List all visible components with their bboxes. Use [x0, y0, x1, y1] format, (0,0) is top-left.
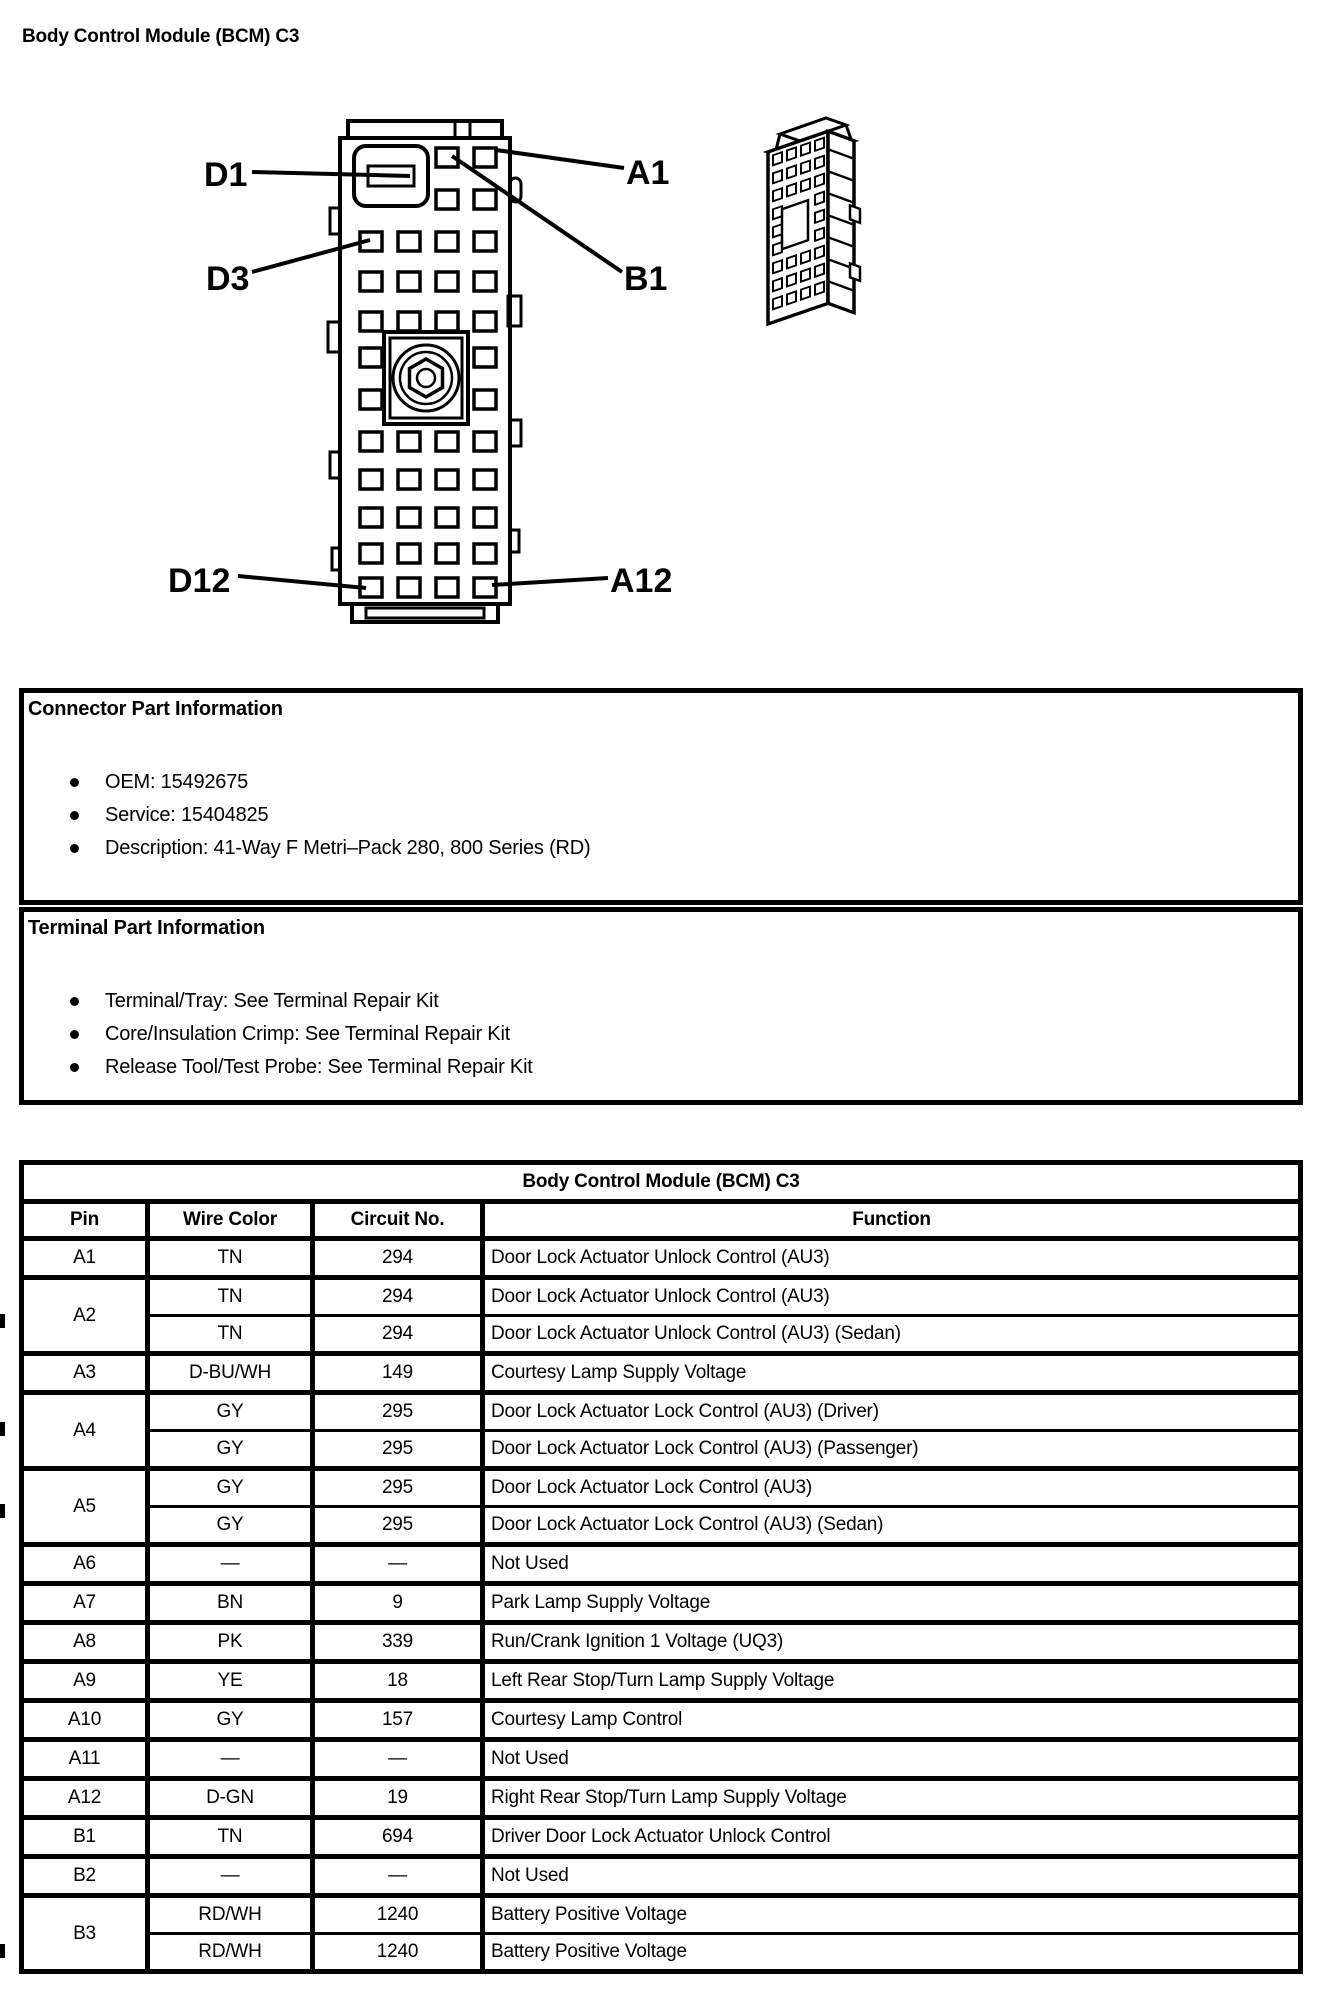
circuit-cell: 157: [313, 1701, 483, 1740]
col-header-circuit: Circuit No.: [313, 1202, 483, 1239]
circuit-cell: 295: [313, 1469, 483, 1507]
iso-pin-cavity: [787, 255, 796, 268]
table-row: [22, 1507, 1301, 1545]
pin-cell: A5: [22, 1469, 148, 1545]
wire-cell: TN: [148, 1239, 313, 1278]
circuit-cell: —: [313, 1545, 483, 1584]
table-row: [22, 1896, 1301, 1934]
func-cell: Door Lock Actuator Unlock Control (AU3) (Sedan): [483, 1316, 1301, 1354]
pin-cavity: [436, 508, 458, 527]
iso-pin-cavity: [773, 170, 782, 183]
iso-pin-cavity: [787, 291, 796, 304]
func-cell: Door Lock Actuator Lock Control (AU3) (Driver): [483, 1393, 1301, 1431]
table-row: [22, 1354, 1301, 1393]
pinout-table: [19, 1160, 1303, 1974]
scan-artifact-tick: [0, 1504, 5, 1518]
col-header-wire: Wire Color: [148, 1202, 313, 1239]
table-row: [22, 1278, 1301, 1316]
pin-label-a12: A12: [610, 562, 673, 600]
pin-cell: A8: [22, 1623, 148, 1662]
iso-pin-cavity: [801, 251, 810, 264]
pin-cavity: [398, 312, 420, 331]
wire-cell: PK: [148, 1623, 313, 1662]
bullet-item: OEM: 15492675: [24, 766, 1298, 799]
table-row: [22, 1316, 1301, 1354]
func-cell: Battery Positive Voltage: [483, 1896, 1301, 1934]
pin-cavity: [398, 544, 420, 563]
iso-pin-cavity: [815, 174, 824, 187]
pin-cavity: [360, 390, 382, 409]
wire-cell: TN: [148, 1316, 313, 1354]
circuit-cell: 19: [313, 1779, 483, 1818]
connector-part-info-box: [19, 688, 1303, 905]
pin-cavity: [360, 348, 382, 367]
wire-cell: TN: [148, 1278, 313, 1316]
iso-pin-cavity: [773, 224, 782, 237]
bullet-item: Terminal/Tray: See Terminal Repair Kit: [24, 985, 1298, 1018]
func-cell: Battery Positive Voltage: [483, 1934, 1301, 1972]
pin-cavity: [474, 578, 496, 597]
pin-label-d1: D1: [204, 156, 248, 194]
table-title: Body Control Module (BCM) C3: [22, 1163, 1301, 1202]
scan-artifact-tick: [0, 1422, 5, 1436]
table-title-row: [22, 1163, 1301, 1202]
pin-cavity: [436, 578, 458, 597]
pin-cell: A6: [22, 1545, 148, 1584]
leader-line-d1: [252, 172, 410, 176]
func-cell: Courtesy Lamp Supply Voltage: [483, 1354, 1301, 1393]
iso-pin-cavity: [773, 278, 782, 291]
func-cell: Left Rear Stop/Turn Lamp Supply Voltage: [483, 1662, 1301, 1701]
iso-pin-cavity: [801, 161, 810, 174]
wire-cell: TN: [148, 1818, 313, 1857]
circuit-cell: 339: [313, 1623, 483, 1662]
wire-cell: —: [148, 1740, 313, 1779]
pin-cavity: [436, 312, 458, 331]
iso-pin-cavity: [815, 138, 824, 151]
iso-pin-cavity: [773, 188, 782, 201]
table-row: [22, 1239, 1301, 1278]
pin-cavity: [474, 272, 496, 291]
func-cell: Door Lock Actuator Lock Control (AU3): [483, 1469, 1301, 1507]
terminal-part-info-title: Terminal Part Information: [28, 917, 265, 939]
pin-cavity: [398, 232, 420, 251]
pin-cavity: [474, 432, 496, 451]
pin-cavity: [360, 432, 382, 451]
table-row: [22, 1857, 1301, 1896]
pin-cell: B2: [22, 1857, 148, 1896]
pin-cavity: [398, 470, 420, 489]
pin-cell: A10: [22, 1701, 148, 1740]
pin-cell: A9: [22, 1662, 148, 1701]
pin-cavity: [474, 544, 496, 563]
iso-pin-cavity: [773, 152, 782, 165]
wire-cell: GY: [148, 1507, 313, 1545]
circuit-cell: 18: [313, 1662, 483, 1701]
func-cell: Door Lock Actuator Unlock Control (AU3): [483, 1239, 1301, 1278]
func-cell: Not Used: [483, 1857, 1301, 1896]
iso-pin-cavity: [787, 183, 796, 196]
iso-pin-cavity: [801, 287, 810, 300]
func-cell: Door Lock Actuator Lock Control (AU3) (Passenger): [483, 1431, 1301, 1469]
table-row: [22, 1469, 1301, 1507]
pinout-table-body: [22, 1239, 1301, 1972]
pin-cell: B1: [22, 1818, 148, 1857]
pin-cavity: [474, 312, 496, 331]
pin-cavity: [360, 312, 382, 331]
circuit-cell: 1240: [313, 1934, 483, 1972]
iso-pin-cavity: [815, 192, 824, 205]
pin-cavity: [474, 232, 496, 251]
pin-cavity: [398, 272, 420, 291]
circuit-cell: 295: [313, 1507, 483, 1545]
table-row: [22, 1584, 1301, 1623]
pin-cell: B3: [22, 1896, 148, 1972]
iso-pin-cavity: [787, 147, 796, 160]
func-cell: Door Lock Actuator Lock Control (AU3) (Sedan): [483, 1507, 1301, 1545]
pin-cavity: [436, 432, 458, 451]
iso-pin-cavity: [773, 260, 782, 273]
circuit-cell: 694: [313, 1818, 483, 1857]
wire-cell: D-BU/WH: [148, 1354, 313, 1393]
pin-cavity: [360, 544, 382, 563]
iso-pin-cavity: [773, 296, 782, 309]
page-title: Body Control Module (BCM) C3: [22, 26, 300, 47]
circuit-cell: 295: [313, 1431, 483, 1469]
pin-cell: A7: [22, 1584, 148, 1623]
func-cell: Not Used: [483, 1740, 1301, 1779]
iso-pin-cavity: [801, 143, 810, 156]
terminal-part-info-box: [19, 907, 1303, 1105]
table-row: [22, 1393, 1301, 1431]
pin-label-d12: D12: [168, 562, 231, 600]
wire-cell: D-GN: [148, 1779, 313, 1818]
pin-cavity: [474, 348, 496, 367]
bullet-item: Service: 15404825: [24, 799, 1298, 832]
wire-cell: RD/WH: [148, 1896, 313, 1934]
bullet-item: Description: 41-Way F Metri–Pack 280, 800 Series (RD): [24, 832, 1298, 865]
wire-cell: RD/WH: [148, 1934, 313, 1972]
pin-label-d3: D3: [206, 260, 250, 298]
table-row: [22, 1818, 1301, 1857]
circuit-cell: 294: [313, 1278, 483, 1316]
connector-front-view: [328, 121, 521, 622]
terminal-part-info-list: [24, 985, 1298, 1084]
pin-cavity: [436, 272, 458, 291]
wire-cell: GY: [148, 1701, 313, 1740]
iso-pin-cavity: [815, 246, 824, 259]
table-row: [22, 1740, 1301, 1779]
pin-cavity: [474, 390, 496, 409]
iso-pin-cavity: [815, 210, 824, 223]
wire-cell: YE: [148, 1662, 313, 1701]
table-row: [22, 1431, 1301, 1469]
pin-cell: A2: [22, 1278, 148, 1354]
iso-pin-cavity: [815, 264, 824, 277]
pin-cell: A1: [22, 1239, 148, 1278]
circuit-cell: —: [313, 1857, 483, 1896]
pin-cavity: [436, 544, 458, 563]
circuit-cell: 294: [313, 1239, 483, 1278]
iso-pin-cavity: [815, 282, 824, 295]
iso-pin-cavity: [787, 165, 796, 178]
leader-line-a1: [496, 150, 624, 168]
col-header-pin: Pin: [22, 1202, 148, 1239]
iso-pin-cavity: [773, 242, 782, 255]
table-row: [22, 1623, 1301, 1662]
wire-cell: GY: [148, 1393, 313, 1431]
circuit-cell: —: [313, 1740, 483, 1779]
pin-cavity: [398, 508, 420, 527]
pin-label-a1: A1: [626, 154, 670, 192]
pin-cavity: [398, 578, 420, 597]
wire-cell: —: [148, 1857, 313, 1896]
pin-cavity: [436, 190, 458, 209]
func-cell: Door Lock Actuator Unlock Control (AU3): [483, 1278, 1301, 1316]
func-cell: Park Lamp Supply Voltage: [483, 1584, 1301, 1623]
iso-pin-cavity: [787, 273, 796, 286]
func-cell: Courtesy Lamp Control: [483, 1701, 1301, 1740]
table-row: [22, 1662, 1301, 1701]
wire-cell: —: [148, 1545, 313, 1584]
iso-pin-cavity: [773, 206, 782, 219]
iso-pin-cavity: [815, 156, 824, 169]
table-header-row: [22, 1202, 1301, 1239]
pin-cavity: [436, 470, 458, 489]
circuit-cell: 294: [313, 1316, 483, 1354]
connector-part-info-list: [24, 766, 1298, 865]
pin-cavity: [474, 190, 496, 209]
connector-iso-view: [768, 118, 860, 324]
wire-cell: BN: [148, 1584, 313, 1623]
func-cell: Driver Door Lock Actuator Unlock Control: [483, 1818, 1301, 1857]
col-header-function: Function: [483, 1202, 1301, 1239]
center-bolt: [384, 332, 468, 424]
leader-line-d3: [252, 240, 370, 272]
table-row: [22, 1701, 1301, 1740]
scan-artifact-tick: [0, 1944, 5, 1958]
wire-cell: GY: [148, 1469, 313, 1507]
pin-cavity: [360, 508, 382, 527]
pin-cavity: [360, 470, 382, 489]
pin-cavity: [398, 432, 420, 451]
pin-cavity: [474, 508, 496, 527]
pin-label-b1: B1: [624, 260, 668, 298]
leader-line-d12: [238, 576, 366, 588]
pin-cavity: [474, 470, 496, 489]
leader-line-b1: [452, 156, 622, 272]
func-cell: Not Used: [483, 1545, 1301, 1584]
pin-cavity: [436, 232, 458, 251]
pin-cavity: [360, 272, 382, 291]
bullet-item: Release Tool/Test Probe: See Terminal Repair Kit: [24, 1051, 1298, 1084]
circuit-cell: 295: [313, 1393, 483, 1431]
circuit-cell: 9: [313, 1584, 483, 1623]
table-row: [22, 1934, 1301, 1972]
pin-cell: A4: [22, 1393, 148, 1469]
connector-diagram: [0, 0, 1344, 680]
func-cell: Run/Crank Ignition 1 Voltage (UQ3): [483, 1623, 1301, 1662]
iso-pin-cavity: [801, 179, 810, 192]
connector-part-info-title: Connector Part Information: [28, 698, 283, 720]
pin-cell: A11: [22, 1740, 148, 1779]
bullet-item: Core/Insulation Crimp: See Terminal Repair Kit: [24, 1018, 1298, 1051]
circuit-cell: 149: [313, 1354, 483, 1393]
circuit-cell: 1240: [313, 1896, 483, 1934]
iso-pin-cavity: [815, 228, 824, 241]
scan-artifact-tick: [0, 1314, 5, 1328]
table-row: [22, 1545, 1301, 1584]
table-row: [22, 1779, 1301, 1818]
pin-cell: A3: [22, 1354, 148, 1393]
wire-cell: GY: [148, 1431, 313, 1469]
pin-cell: A12: [22, 1779, 148, 1818]
pin-cavity: [474, 148, 496, 167]
iso-pin-cavity: [801, 269, 810, 282]
func-cell: Right Rear Stop/Turn Lamp Supply Voltage: [483, 1779, 1301, 1818]
